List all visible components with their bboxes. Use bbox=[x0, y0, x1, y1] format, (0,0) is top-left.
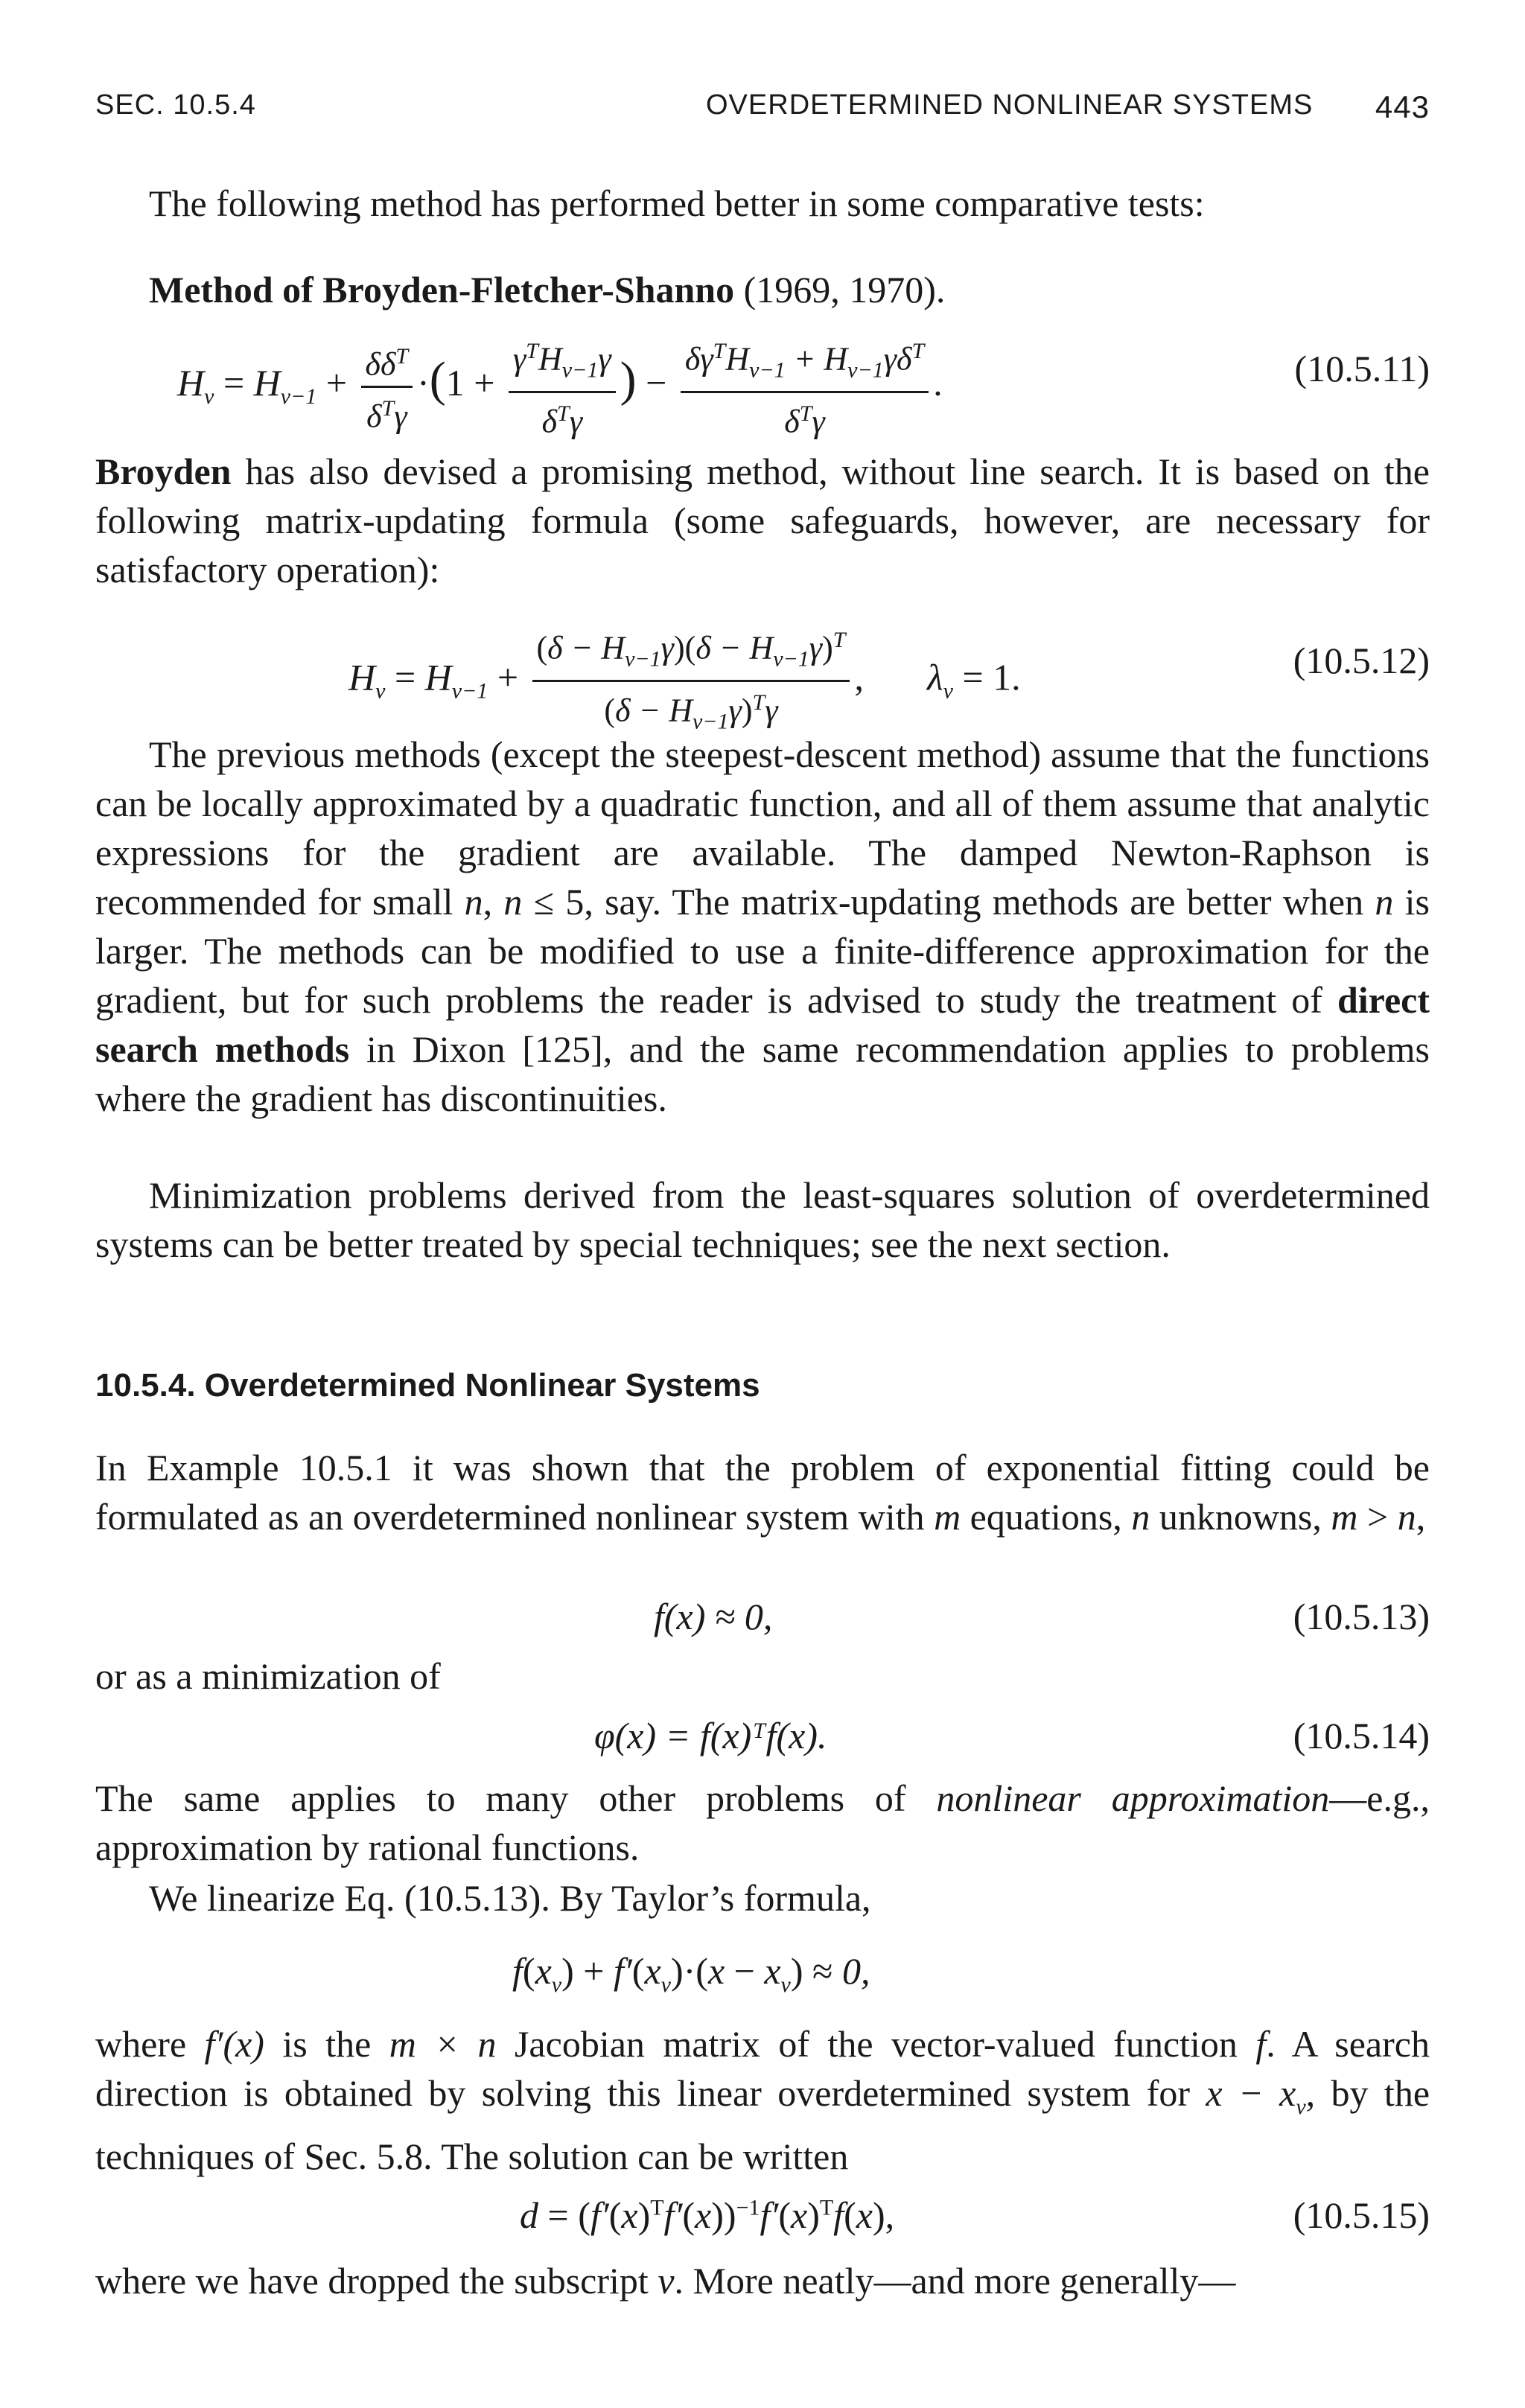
equation-10-5-11-number: (10.5.11) bbox=[1294, 348, 1430, 389]
header-section: SEC. 10.5.4 bbox=[95, 89, 256, 121]
broyden-paragraph bbox=[95, 447, 1430, 594]
or-minimization-text: or as a minimization of bbox=[95, 1655, 441, 1697]
equation-10-5-11-formula: $H_\nu = H_{\nu-1}$ + $\frac{\delta\delta^T}{\delta^T\gamma}$ ·(1 + $\frac{\gamma^TH_{\nu-1}\gamma}{\delta^T\gamma}$ ) − $\frac{\delta\gamma^TH_{\nu-1} + H_{\nu-1}\gamma\delta^T}{\delta^T\gamma}$ . bbox=[177, 332, 943, 442]
equation-10-5-15-number: (10.5.15) bbox=[1293, 2194, 1430, 2236]
equation-10-5-15-formula: $d = (f'(x)^Tf'(x))^{-1}f'(x)^Tf(x)$, bbox=[520, 2194, 895, 2236]
equation-10-5-13 bbox=[95, 1595, 1430, 1647]
taylor-formula: $f(x_\nu) + f'(x_\nu)\cdot(x - x_\nu) \approx 0$, bbox=[512, 1950, 870, 1997]
minimization-text: Minimization problems derived from the least-squares solution of overdetermined systems can be better treated by special techniques; see the next section. bbox=[95, 1174, 1430, 1265]
equation-10-5-13-formula: f(x) ≈ 0, bbox=[654, 1596, 773, 1637]
broyden-text: has also devised a promising method, without line search. It is based on the following matrix-updating formula (some safeguards, however, are necessary for satisfactory operation): bbox=[95, 450, 1430, 590]
method-years: (1969, 1970). bbox=[734, 269, 946, 310]
intro-paragraph bbox=[95, 179, 1430, 228]
equation-taylor bbox=[95, 1949, 1430, 2001]
broyden-bold: Broyden bbox=[95, 450, 232, 492]
linearize-paragraph bbox=[95, 1873, 1430, 1923]
example-paragraph: In Example 10.5.1 it was shown that the problem of exponential fitting could be formulated as an overdetermined nonlinear system with m equations, n unknowns, m > n, bbox=[95, 1447, 1430, 1538]
lambda-symbol: λ bbox=[926, 656, 943, 698]
nonlinear-approximation-italic: nonlinear approximation bbox=[936, 1777, 1330, 1819]
equation-10-5-14-number: (10.5.14) bbox=[1293, 1715, 1430, 1756]
equation-10-5-13-number: (10.5.13) bbox=[1293, 1596, 1430, 1637]
where-paragraph: where f′(x) is the m × n Jacobian matrix of the vector-valued function f. A search direction is obtained by solving this linear overdetermined system for $x - x_\nu$, by the techniques of Sec. 5.8. The solution can be written bbox=[95, 2023, 1430, 2177]
direct-search-bold: direct search methods bbox=[95, 979, 1430, 1070]
lambda-value: = 1. bbox=[952, 656, 1021, 698]
page-number: 443 bbox=[1375, 89, 1430, 124]
minimization-paragraph bbox=[95, 1170, 1430, 1269]
same-applies-paragraph: The same applies to many other problems of nonlinear approximation—e.g., approximation by rational functions. bbox=[95, 1777, 1430, 1868]
equation-10-5-12-formula: $H_\nu = H_{\nu-1}$ + $\frac{(\delta - H_{\nu-1}\gamma)(\delta - H_{\nu-1}\gamma)^T}{(\delta - H_{\nu-1}\gamma)^T\gamma}$ , $\lambda_\nu = 1$. bbox=[348, 621, 1021, 742]
equation-10-5-11 bbox=[95, 319, 1430, 441]
method-label: Method of Broyden-Fletcher-Shanno bbox=[149, 269, 735, 310]
or-minimization-line bbox=[95, 1651, 1430, 1701]
equation-10-5-12-number: (10.5.12) bbox=[1293, 640, 1430, 681]
section-heading: 10.5.4. Overdetermined Nonlinear Systems bbox=[95, 1367, 760, 1404]
method-title bbox=[95, 265, 1430, 314]
running-header bbox=[95, 89, 1430, 134]
equation-10-5-15 bbox=[95, 2194, 1430, 2246]
equation-10-5-14-formula: φ(x) = f(x)ᵀf(x). bbox=[594, 1715, 827, 1756]
equation-10-5-14 bbox=[95, 1714, 1430, 1766]
last-line: where we have dropped the subscript ν. More neatly—and more generally— bbox=[95, 2260, 1236, 2302]
previous-methods-paragraph: The previous methods (except the steepest-descent method) assume that the functions can be locally approximated by a quadratic function, and all of them assume that analytic expressions for the gradient are available. The damped Newton-Raphson is recommended for small n, n ≤ 5, say. The matrix-updating methods are better when n is larger. The methods can be modified to use a finite-difference approximation for the gradient, but for such problems the reader is advised to study the treatment of direct search methods in Dixon [125], and the same recommendation applies to problems where the gradient has discontinuities. bbox=[95, 733, 1430, 1119]
intro-text: The following method has performed better in some comparative tests: bbox=[149, 182, 1205, 224]
equation-10-5-12 bbox=[95, 605, 1430, 734]
linearize-text: We linearize Eq. (10.5.13). By Taylor’s formula, bbox=[149, 1877, 871, 1919]
header-running-title: OVERDETERMINED NONLINEAR SYSTEMS bbox=[706, 89, 1314, 121]
